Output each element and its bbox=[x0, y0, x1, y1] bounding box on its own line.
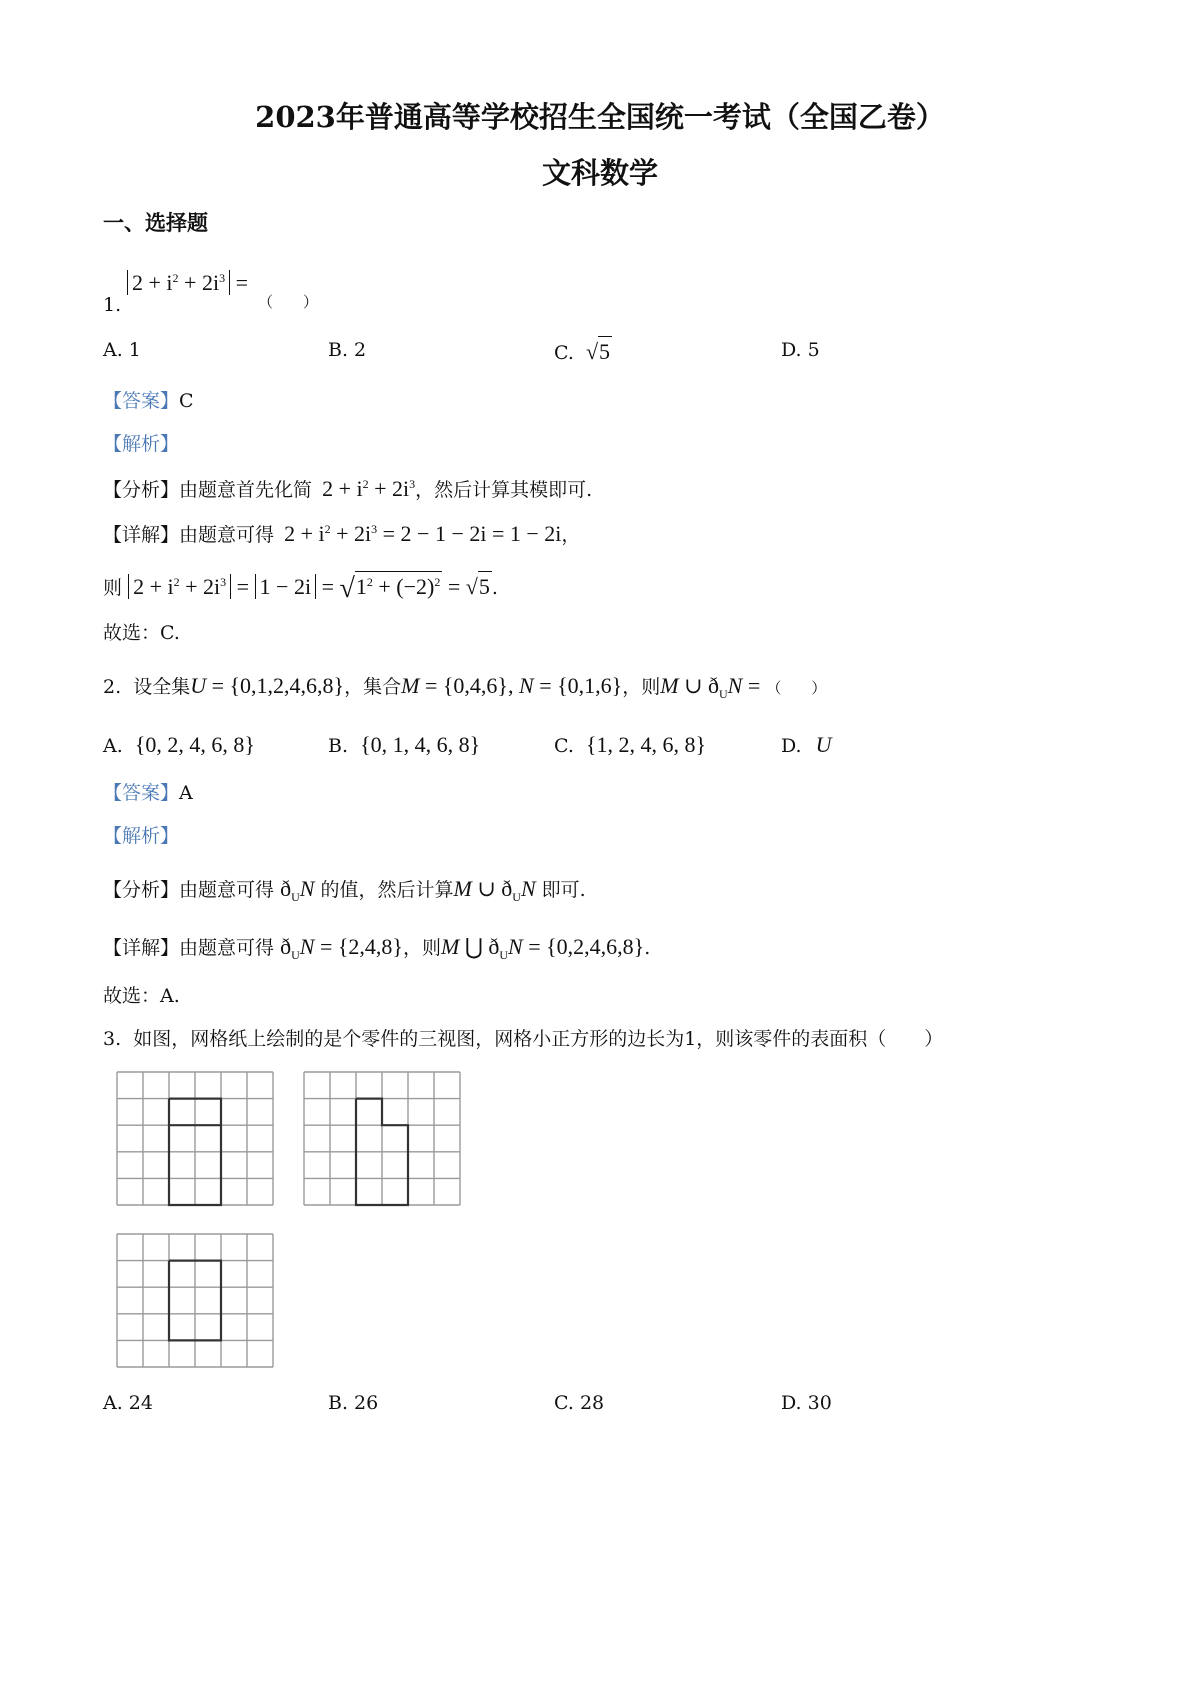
three-view-front-figure bbox=[113, 1068, 279, 1208]
q2-option-a: A. {0, 2, 4, 6, 8} bbox=[103, 732, 255, 757]
q3-option-a: A. 24 bbox=[103, 1392, 153, 1414]
q2-analysis-label: 【解析】 bbox=[103, 825, 180, 847]
q1-blank: （ ） bbox=[258, 293, 319, 311]
q1-xiangjie: 【详解】由题意可得 $2 + i^2 + 2i^3 = 2 - 1 - 2i = 1 - 2i$， bbox=[103, 521, 581, 546]
q2-answer: 【答案】A bbox=[103, 782, 193, 804]
section-heading: 一、选择题 bbox=[103, 210, 208, 235]
q1-option-c-prefix: C. bbox=[554, 342, 574, 364]
q1-expression: $2 + i^2 + 2i^3$ = bbox=[127, 272, 248, 294]
q2-option-b: B. {0, 1, 4, 6, 8} bbox=[328, 732, 481, 757]
q1-modulus-line: 则 $2 + i^2 + 2i^3 = 1 - 2i = √1^2 + (-2)^2 = √5$ . bbox=[103, 573, 498, 604]
q1-answer: 【答案】C bbox=[103, 390, 194, 412]
q1-fenxi: 【分析】由题意首先化简 $2 + i^2 + 2i^3$，然后计算其模即可. bbox=[103, 476, 593, 501]
q1-option-b: B. 2 bbox=[328, 339, 367, 361]
q1-conclusion: 故选：C. bbox=[103, 622, 180, 644]
q2-xiangjie: 【详解】由题意可得 $ð_UN = \{2,4,8\}$，则M ⋃ $ð_UN = \{0,2,4,6,8\}$. bbox=[103, 934, 651, 962]
q2-stem: 2. 设全集U = {0,1,2,4,6,8}，集合M = {0,4,6}, N = {0,1,6}，则M ∪ $ð_UN$ = （ ） bbox=[103, 673, 827, 701]
page-title: 2023年普通高等学校招生全国统一考试（全国乙卷） bbox=[255, 100, 945, 134]
page-subtitle: 文科数学 bbox=[541, 156, 658, 190]
q3-option-c: C. 28 bbox=[554, 1392, 605, 1414]
q2-option-c: C. {1, 2, 4, 6, 8} bbox=[554, 732, 707, 757]
q2-option-d: D. U bbox=[781, 732, 832, 757]
q1-option-d: D. 5 bbox=[781, 339, 820, 361]
q1-option-a: A. 1 bbox=[103, 339, 141, 361]
q1-number: 1. bbox=[103, 294, 122, 316]
q1-option-c bbox=[554, 341, 612, 363]
q2-conclusion: 故选：A. bbox=[103, 985, 180, 1007]
q1-option-c-sqrt: √5 bbox=[586, 339, 612, 364]
three-view-top-figure bbox=[113, 1230, 279, 1370]
q2-fenxi: 【分析】由题意可得 $ð_UN$ 的值，然后计算M ∪ $ð_UN$ 即可. bbox=[103, 876, 586, 904]
q1-analysis-label: 【解析】 bbox=[103, 433, 180, 455]
q3-stem: 3. 如图，网格纸上绘制的是个零件的三视图，网格小正方形的边长为1，则该零件的表面积（ ） bbox=[103, 1028, 944, 1050]
q3-option-d: D. 30 bbox=[781, 1392, 832, 1414]
q3-option-b: B. 26 bbox=[328, 1392, 379, 1414]
three-view-side-figure bbox=[300, 1068, 466, 1208]
